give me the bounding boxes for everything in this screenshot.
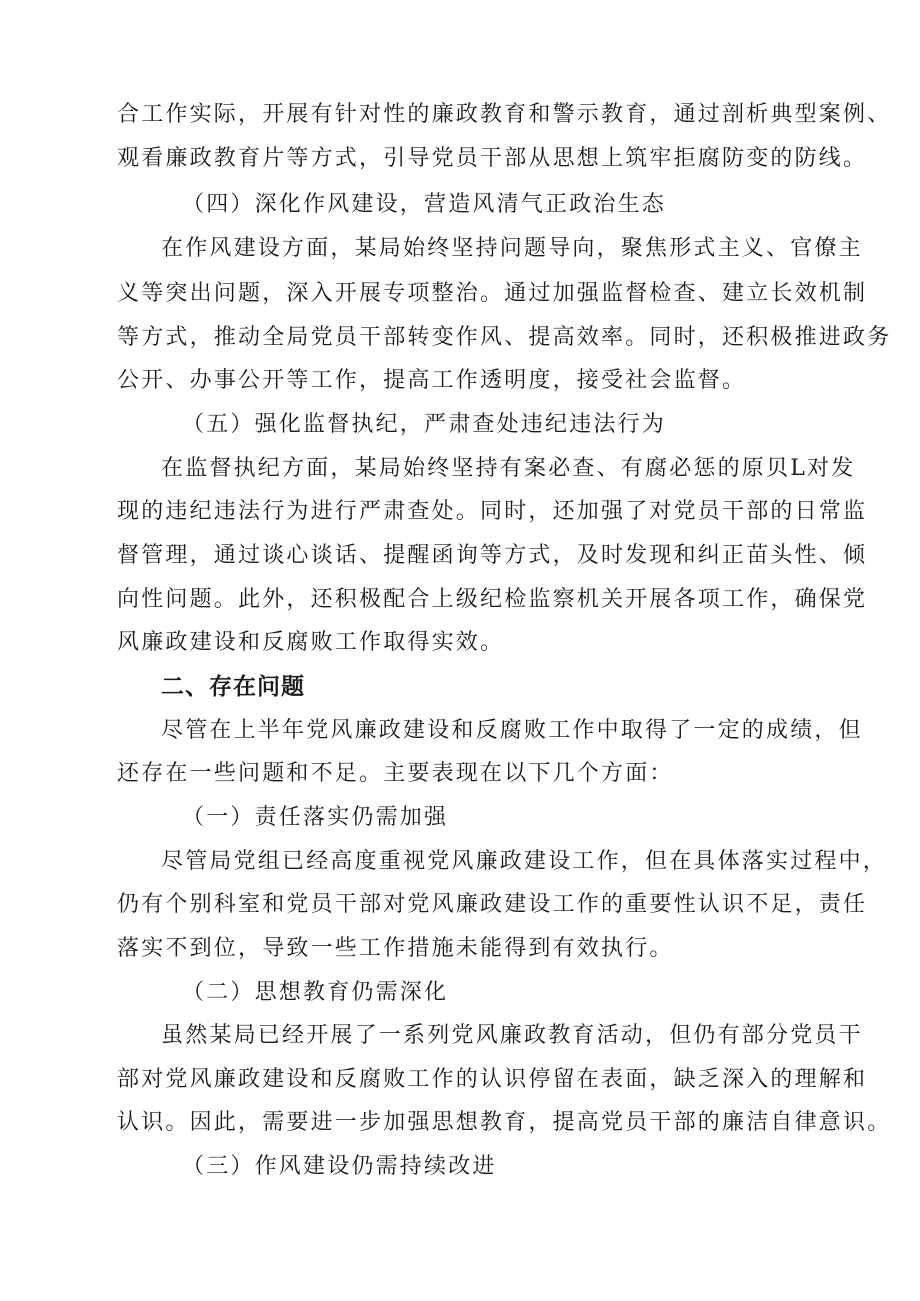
subsection-heading: （一）责任落实仍需加强 [182, 805, 449, 830]
body-text-line: 公开、办事公开等工作，提高工作透明度，接受社会监督。 [117, 368, 747, 393]
subsection-heading: （五）强化监督执纪，严肃查处违纪违法行为 [182, 412, 667, 437]
section-heading: 二、存在问题 [161, 674, 305, 700]
paragraph-first-line: 尽管在上半年党风廉政建设和反腐败工作中取得了一定的成绩，但 [161, 718, 863, 743]
body-text-line: 现的违纪违法行为进行严肃查处。同时，还加强了对党员干部的日常监 [117, 499, 868, 524]
body-text-line: 等方式，推动全局党员干部转变作风、提高效率。同时，还积极推进政务 [117, 325, 892, 350]
body-text-line: 督管理，通过谈心谈话、提醒函询等方式，及时发现和纠正苗头性、倾 [117, 543, 868, 568]
paragraph-first-line: 虽然某局已经开展了一系列党风廉政教育活动，但仍有部分党员干 [161, 1023, 863, 1048]
body-text-line: 仍有个别科室和党员干部对党风廉政建设工作的重要性认识不足，责任 [117, 892, 868, 917]
body-text-line: 部对党风廉政建设和反腐败工作的认识停留在表面，缺乏深入的理解和 [117, 1067, 868, 1092]
paragraph-first-line: 尽管局党组已经高度重视党风廉政建设工作，但在具体落实过程中， [161, 849, 888, 874]
body-text-line: 认识。因此，需要进一步加强思想教育，提高党员干部的廉洁自律意识。 [117, 1110, 892, 1135]
subsection-heading: （三）作风建设仍需持续改进 [182, 1154, 497, 1179]
body-text-line: 还存在一些问题和不足。主要表现在以下几个方面： [117, 761, 674, 786]
body-text-line: 观看廉政教育片等方式，引导党员干部从思想上筑牢拒腐防变的防线。 [117, 146, 868, 171]
paragraph-first-line: 在监督执纪方面，某局始终坚持有案必查、有腐必惩的原贝L对发 [161, 456, 856, 481]
subsection-heading: （四）深化作风建设，营造风清气正政治生态 [182, 192, 667, 217]
body-text-line: 向性问题。此外，还积极配合上级纪检监察机关开展各项工作，确保党 [117, 587, 868, 612]
body-text-line: 义等突出问题，深入开展专项整治。通过加强监督检查、建立长效机制 [117, 281, 868, 306]
body-text-line: 落实不到位，导致一些工作措施未能得到有效执行。 [117, 936, 674, 961]
body-text-line: 风廉政建设和反腐败工作取得实效。 [117, 630, 505, 655]
subsection-heading: （二）思想教育仍需深化 [182, 980, 449, 1005]
body-text-line: 合工作实际，开展有针对性的廉政教育和警示教育，通过剖析典型案例、 [117, 102, 892, 127]
paragraph-first-line: 在作风建设方面，某局始终坚持问题导向，聚焦形式主义、官僚主 [161, 236, 863, 261]
